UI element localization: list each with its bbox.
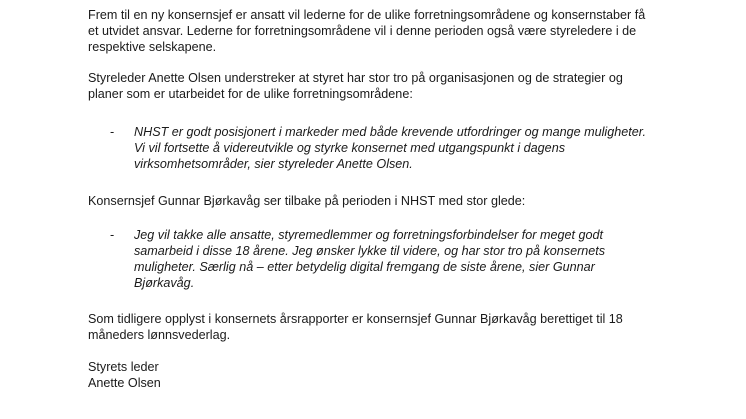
quote-line: muligheter. Særlig nå – etter betydelig digital fremgang de siste årene, sier Gunnar — [134, 260, 595, 274]
quote-bullet: - — [110, 125, 115, 139]
paragraph-line: måneders lønnsvederlag. — [88, 328, 231, 342]
paragraph-line: Konsernsjef Gunnar Bjørkavåg ser tilbake på perioden i NHST med stor glede: — [88, 194, 526, 208]
paragraph-line: Som tidligere opplyst i konsernets årsrapporter er konsernsjef Gunnar Bjørkavåg berettiget til 18 — [88, 312, 623, 326]
quote-bullet: - — [110, 228, 115, 242]
paragraph-line: respektive selskapene. — [88, 40, 217, 54]
paragraph-line: Styreleder Anette Olsen understreker at styret har stor tro på organisasjonen og de strategier og — [88, 71, 623, 85]
quote-line: samarbeid i disse 18 årene. Jeg ønsker lykke til videre, og har stor tro på konsernets — [134, 244, 606, 258]
paragraph-line: planer som er utarbeidet for de ulike forretningsområdene: — [88, 87, 413, 101]
signature-title: Styrets leder — [88, 360, 159, 374]
quote-line: NHST er godt posisjonert i markeder med både krevende utfordringer og mange muligheter. — [134, 125, 646, 139]
quote-line: Bjørkavåg. — [134, 276, 195, 290]
paragraph-line: Frem til en ny konsernsjef er ansatt vil lederne for de ulike forretningsområdene og konsernstaber få — [88, 8, 646, 22]
quote-line: Jeg vil takke alle ansatte, styremedlemmer og forretningsforbindelser for meget godt — [134, 228, 603, 242]
signature-name: Anette Olsen — [88, 376, 161, 390]
paragraph-line: et utvidet ansvar. Lederne for forretningsområdene vil i denne perioden også være styreledere i de — [88, 24, 637, 38]
quote-line: virksomhetsområder, sier styreleder Anette Olsen. — [134, 157, 413, 171]
quote-line: Vi vil fortsette å videreutvikle og styrke konsernet med utgangspunkt i dagens — [134, 141, 565, 155]
